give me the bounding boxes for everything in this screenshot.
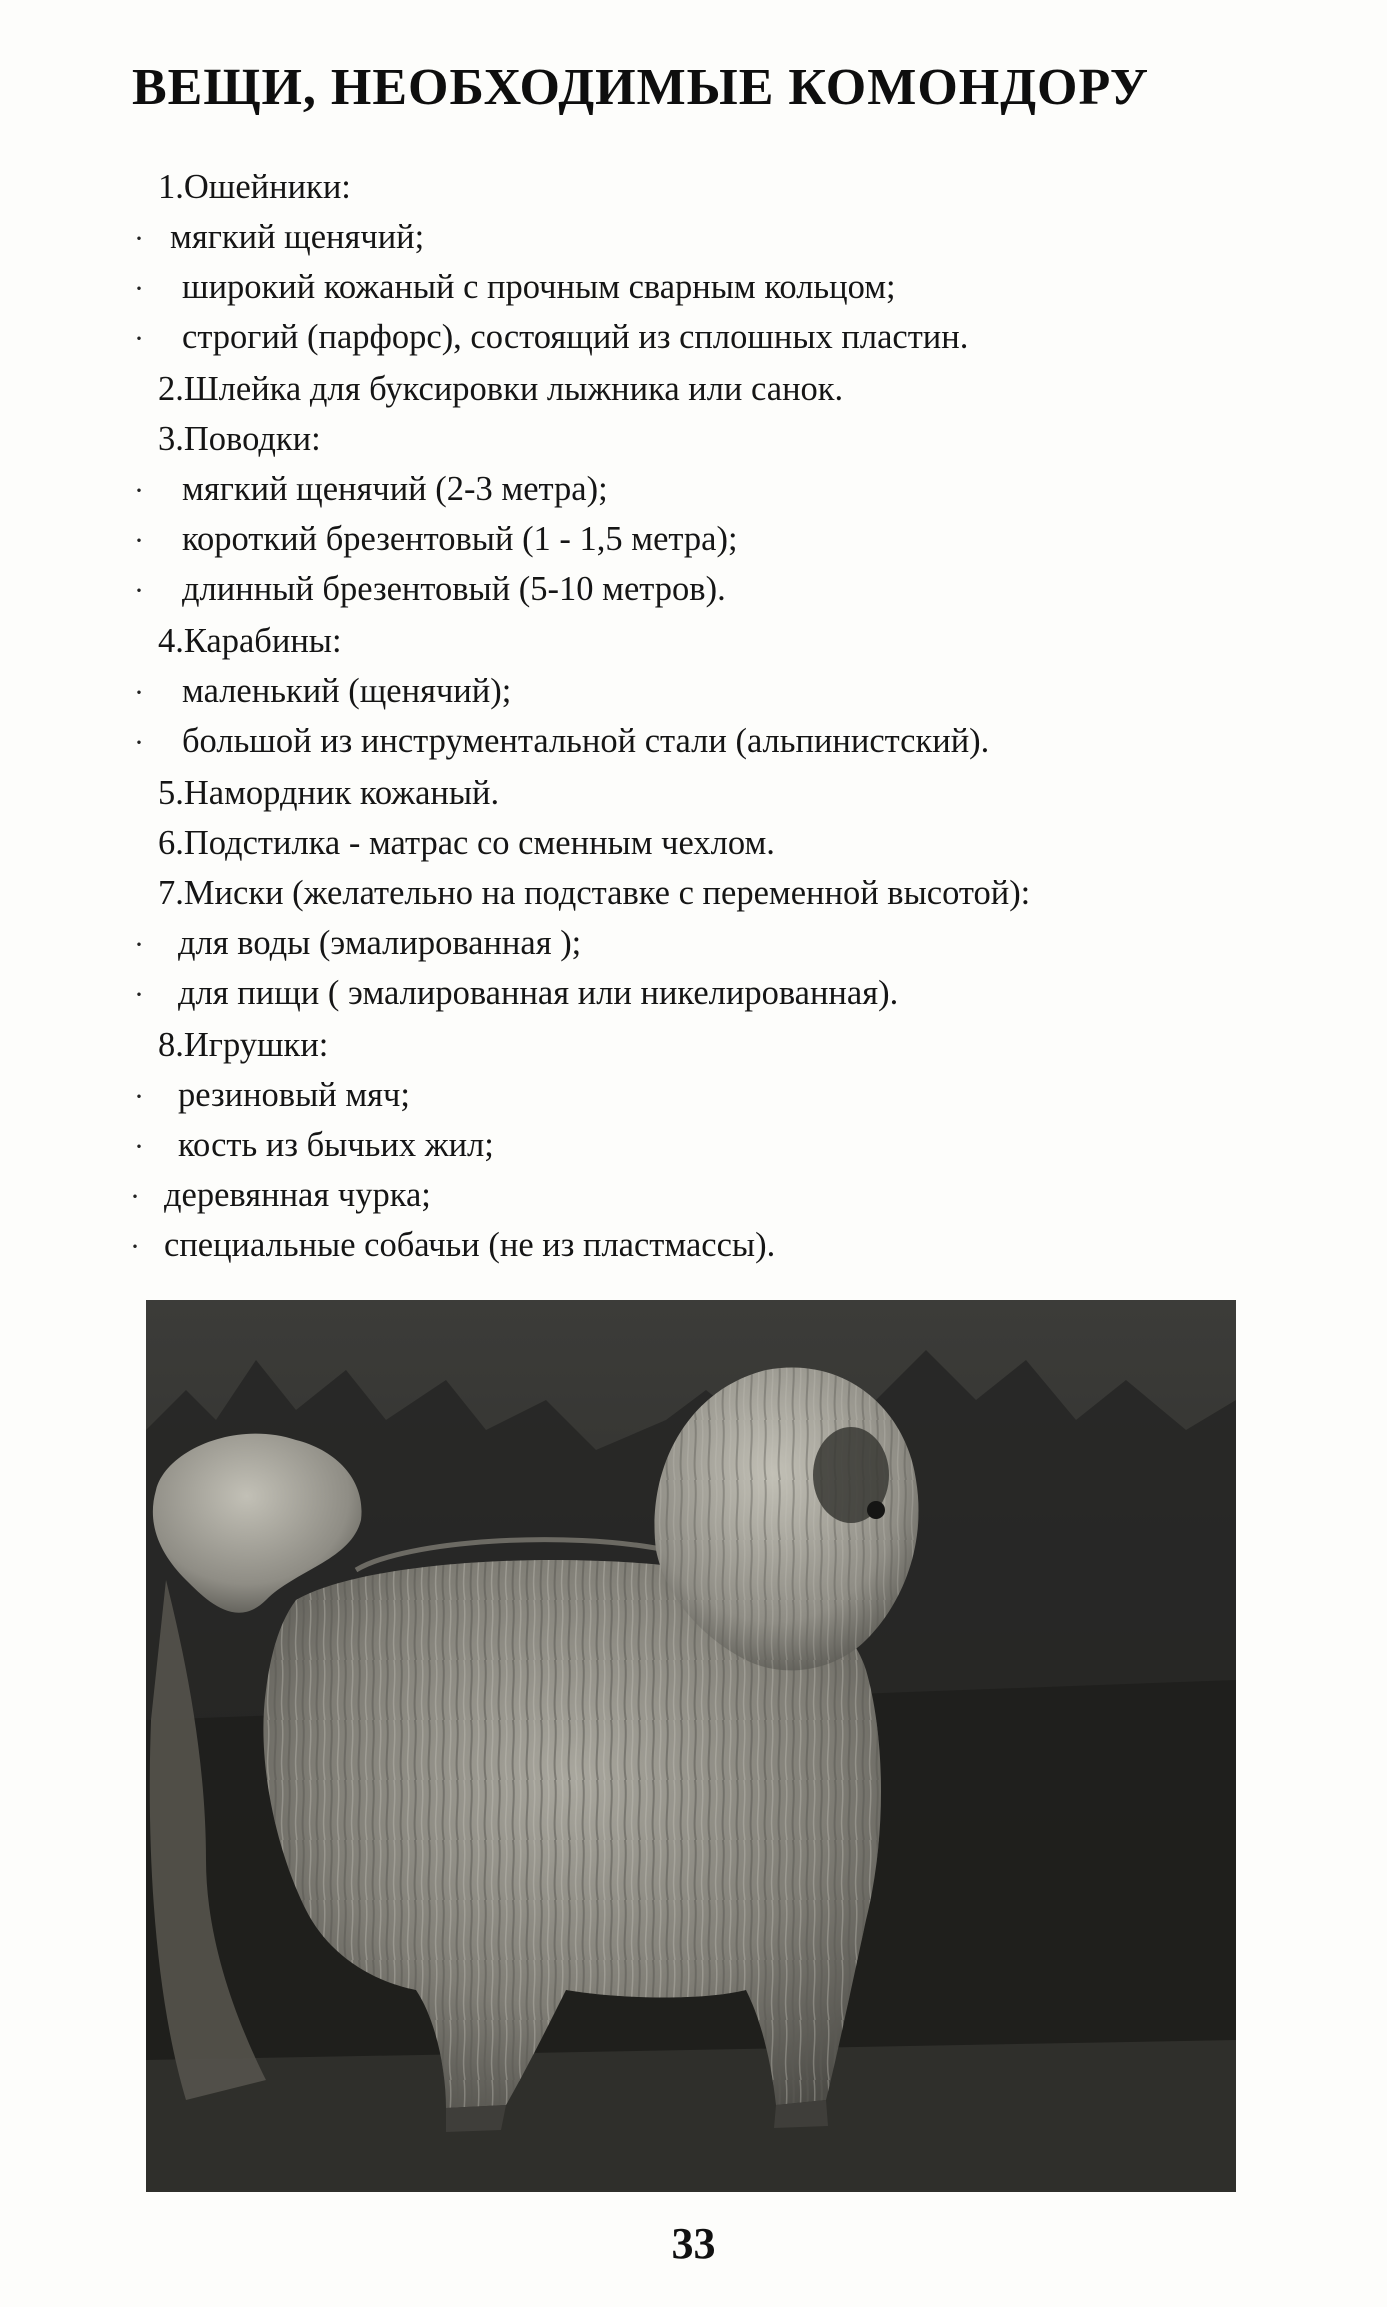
bullet-icon: · <box>134 1130 144 1163</box>
bullet-icon: · <box>134 928 144 961</box>
bullet-icon: · <box>130 1230 140 1263</box>
list-item: 3.Поводки: <box>158 420 321 458</box>
list-item: для воды (эмалированная ); <box>178 924 582 962</box>
list-item: 5.Намордник кожаный. <box>158 774 500 812</box>
dog-photo <box>146 1300 1236 2192</box>
list-item: 1.Ошейники: <box>158 168 351 206</box>
bullet-icon: · <box>134 322 144 355</box>
list-item: большой из инструментальной стали (альпинистский). <box>182 722 990 760</box>
bullet-icon: · <box>134 524 144 557</box>
page-number: 33 <box>671 2219 716 2268</box>
bullet-icon: · <box>130 1180 140 1213</box>
list-item: 6.Подстилка - матрас со сменным чехлом. <box>158 824 775 862</box>
list-item: 2.Шлейка для буксировки лыжника или санок. <box>158 370 844 408</box>
ground <box>146 2040 1236 2192</box>
bullet-icon: · <box>134 272 144 305</box>
list-item: деревянная чурка; <box>164 1176 431 1214</box>
bullet-icon: · <box>134 1080 144 1113</box>
komondor-photo-illustration <box>146 1300 1236 2192</box>
list-item: 7.Миски (желательно на подставке с переменной высотой): <box>158 874 1031 912</box>
bullet-icon: · <box>134 676 144 709</box>
front-leg-foot <box>446 2105 506 2132</box>
list-item: кость из бычьих жил; <box>178 1126 494 1164</box>
list-item: мягкий щенячий; <box>170 218 425 256</box>
list-item: длинный брезентовый (5-10 метров). <box>182 570 726 608</box>
bullet-icon: · <box>134 574 144 607</box>
page-heading: ВЕЩИ, НЕОБХОДИМЫЕ КОМОНДОРУ <box>132 59 1150 116</box>
bullet-icon: · <box>134 222 144 255</box>
list-item: 8.Игрушки: <box>158 1026 329 1064</box>
bullet-icon: · <box>134 726 144 759</box>
bullet-icon: · <box>134 474 144 507</box>
list-item: специальные собачьи (не из пластмассы). <box>164 1226 776 1264</box>
list-item: мягкий щенячий (2-3 метра); <box>182 470 608 508</box>
komondor-nose <box>867 1501 885 1519</box>
list-item: резиновый мяч; <box>178 1076 410 1114</box>
list-item: 4.Карабины: <box>158 622 342 660</box>
list-item: короткий брезентовый (1 - 1,5 метра); <box>182 520 738 558</box>
bullet-icon: · <box>134 978 144 1011</box>
list-item: строгий (парфорс), состоящий из сплошных пластин. <box>182 318 969 356</box>
list-item: для пищи ( эмалированная или никелированная). <box>178 974 899 1012</box>
list-item: маленький (щенячий); <box>182 672 512 710</box>
list-item: широкий кожаный с прочным сварным кольцом; <box>182 268 896 306</box>
